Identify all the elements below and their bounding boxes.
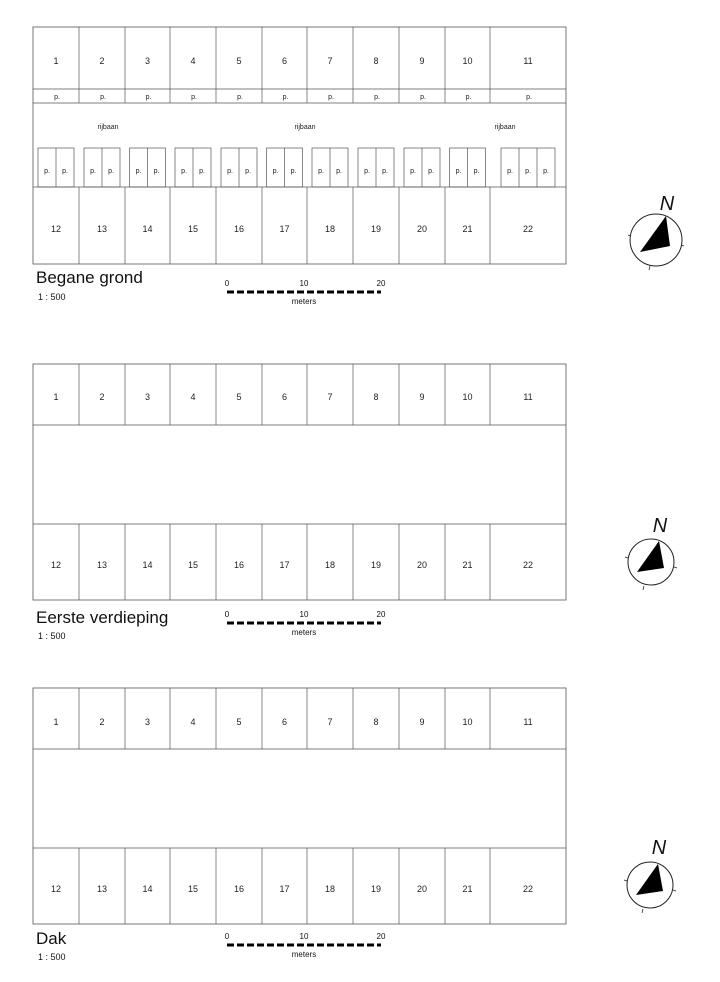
north-arrow <box>628 193 684 270</box>
parking-bay-group <box>84 148 120 187</box>
unit-number: 3 <box>144 717 151 727</box>
scale-tick-label: 20 <box>376 610 386 619</box>
road-label: rijbaan <box>494 124 516 131</box>
scale-tick-label: 20 <box>376 932 386 941</box>
scale-bar <box>225 279 386 306</box>
parking-label: p. <box>382 168 388 175</box>
unit-number: 22 <box>522 884 534 894</box>
north-letter: N <box>651 837 667 859</box>
parking-label: p. <box>90 168 96 175</box>
scale-tick-label: 10 <box>299 932 309 941</box>
scale-tick-label: 0 <box>224 279 230 288</box>
unit-number: 2 <box>99 392 105 402</box>
parking-label: p. <box>525 168 531 175</box>
unit-number: 2 <box>99 717 105 727</box>
scale-bar <box>225 610 386 637</box>
parking-label: p. <box>428 168 434 175</box>
unit-number: 12 <box>50 884 62 894</box>
plan-outline <box>33 27 566 264</box>
unit-number: 5 <box>236 392 242 402</box>
unit-number: 16 <box>233 224 245 234</box>
scale-tick-label: 0 <box>224 610 230 619</box>
unit-number: 4 <box>190 392 196 402</box>
parking-label: p. <box>364 168 370 175</box>
unit-number: 13 <box>96 224 108 234</box>
unit-number: 3 <box>144 56 151 66</box>
unit-number: 17 <box>279 224 290 234</box>
parking-label: p. <box>290 168 297 175</box>
unit-number: 22 <box>522 560 534 570</box>
unit-number: 11 <box>523 56 533 66</box>
unit-number: 17 <box>279 560 290 570</box>
floor-title: Eerste verdieping <box>36 608 169 627</box>
parking-label: p. <box>237 94 243 101</box>
parking-label: p. <box>543 168 549 175</box>
north-arrow <box>625 515 677 590</box>
parking-bay-group <box>358 148 394 187</box>
north-arrow-icon <box>636 864 663 895</box>
parking-spaces <box>38 148 555 187</box>
unit-number: 15 <box>187 884 199 894</box>
parking-label: p. <box>507 168 513 175</box>
parking-label: p. <box>108 168 114 175</box>
unit-number: 7 <box>327 392 333 402</box>
parking-label: p. <box>455 168 462 175</box>
unit-number: 11 <box>523 717 533 727</box>
unit-number: 1 <box>53 717 59 727</box>
unit-number: 8 <box>373 56 379 66</box>
scale-unit-label: meters <box>291 297 317 306</box>
unit-number: 19 <box>370 884 382 894</box>
unit-cells <box>51 364 533 600</box>
north-arrow-icon <box>640 216 670 252</box>
parking-label: p. <box>44 168 50 175</box>
scale-unit-label: meters <box>291 950 317 959</box>
parking-bay-group <box>175 148 211 187</box>
unit-cells <box>51 27 533 264</box>
unit-number: 17 <box>279 884 290 894</box>
scale-tick-label: 10 <box>299 279 309 288</box>
parking-bay-group <box>450 148 486 187</box>
unit-number: 15 <box>187 224 199 234</box>
unit-number: 8 <box>373 717 379 727</box>
floor-scale: 1 : 500 <box>38 631 66 641</box>
unit-number: 12 <box>50 224 62 234</box>
plan-outline <box>33 688 566 924</box>
unit-number: 22 <box>522 224 534 234</box>
floor-scale: 1 : 500 <box>38 292 66 302</box>
scale-unit-label: meters <box>291 628 317 637</box>
north-letter: N <box>659 193 675 215</box>
unit-number: 4 <box>190 717 196 727</box>
parking-label: p. <box>336 168 342 175</box>
unit-cells <box>51 688 533 924</box>
floor-title: Begane grond <box>36 268 143 287</box>
parking-label: p. <box>374 94 380 101</box>
unit-number: 16 <box>233 560 245 570</box>
parking-label: p. <box>465 94 472 101</box>
parking-label: p. <box>526 94 532 101</box>
floor-plan-dak <box>33 688 676 962</box>
north-letter: N <box>652 515 668 537</box>
unit-number: 14 <box>142 224 153 234</box>
unit-number: 16 <box>233 884 245 894</box>
unit-number: 10 <box>462 717 473 727</box>
parking-bay-group <box>312 148 348 187</box>
unit-number: 10 <box>462 392 473 402</box>
unit-number: 11 <box>523 392 533 402</box>
parking-bay-group <box>267 148 303 187</box>
unit-number: 6 <box>281 392 288 402</box>
unit-number: 18 <box>324 560 336 570</box>
scale-tick-label: 10 <box>299 610 309 619</box>
scale-tick-label: 0 <box>224 932 230 941</box>
parking-bay-group <box>221 148 257 187</box>
scale-bar <box>225 932 386 959</box>
parking-label: p. <box>272 168 279 175</box>
unit-number: 21 <box>462 560 473 570</box>
parking-label: p. <box>328 94 334 101</box>
unit-number: 21 <box>462 884 473 894</box>
parking-label: p. <box>153 168 160 175</box>
unit-number: 6 <box>281 717 288 727</box>
parking-bay-group <box>404 148 440 187</box>
road-label: rijbaan <box>294 124 316 131</box>
unit-number: 14 <box>142 884 153 894</box>
floor-scale: 1 : 500 <box>38 952 66 962</box>
parking-label: p. <box>181 168 187 175</box>
parking-label: p. <box>420 94 426 101</box>
parking-label: p. <box>410 168 416 175</box>
unit-number: 21 <box>462 224 473 234</box>
parking-label: p. <box>135 168 142 175</box>
unit-number: 20 <box>416 560 428 570</box>
plan-outline <box>33 364 566 600</box>
floor-plan-begane-grond <box>33 27 684 306</box>
unit-number: 13 <box>96 884 108 894</box>
unit-number: 12 <box>50 560 62 570</box>
parking-label: p. <box>199 168 205 175</box>
unit-number: 1 <box>53 56 59 66</box>
floor-title: Dak <box>36 929 67 948</box>
unit-number: 2 <box>99 56 105 66</box>
parking-label: p. <box>282 94 289 101</box>
floor-plan-eerste-verdieping <box>33 364 677 641</box>
north-arrow <box>624 837 676 913</box>
parking-label: p. <box>245 168 251 175</box>
parking-label: p. <box>100 94 106 101</box>
unit-number: 5 <box>236 717 242 727</box>
parking-label: p. <box>191 94 197 101</box>
parking-label: p. <box>473 168 480 175</box>
unit-number: 9 <box>419 392 425 402</box>
unit-number: 7 <box>327 56 333 66</box>
unit-number: 5 <box>236 56 242 66</box>
unit-number: 19 <box>370 560 382 570</box>
parking-label: p. <box>62 168 68 175</box>
unit-number: 7 <box>327 717 333 727</box>
road-label: rijbaan <box>97 124 119 131</box>
parking-label: p. <box>318 168 324 175</box>
north-arrow-icon <box>637 541 664 572</box>
parking-bay-group <box>38 148 74 187</box>
unit-number: 15 <box>187 560 199 570</box>
unit-number: 18 <box>324 884 336 894</box>
unit-number: 19 <box>370 224 382 234</box>
unit-number: 9 <box>419 717 425 727</box>
unit-number: 10 <box>462 56 473 66</box>
unit-number: 20 <box>416 224 428 234</box>
scale-tick-label: 20 <box>376 279 386 288</box>
parking-label: p. <box>145 94 152 101</box>
parking-bay-group <box>501 148 555 187</box>
parking-bay-group <box>130 148 166 187</box>
unit-number: 18 <box>324 224 336 234</box>
unit-number: 13 <box>96 560 108 570</box>
unit-number: 9 <box>419 56 425 66</box>
unit-number: 1 <box>53 392 59 402</box>
unit-number: 3 <box>144 392 151 402</box>
unit-number: 6 <box>281 56 288 66</box>
unit-number: 4 <box>190 56 196 66</box>
parking-label: p. <box>54 94 60 101</box>
unit-number: 14 <box>142 560 153 570</box>
unit-number: 20 <box>416 884 428 894</box>
unit-number: 8 <box>373 392 379 402</box>
parking-label: p. <box>227 168 233 175</box>
